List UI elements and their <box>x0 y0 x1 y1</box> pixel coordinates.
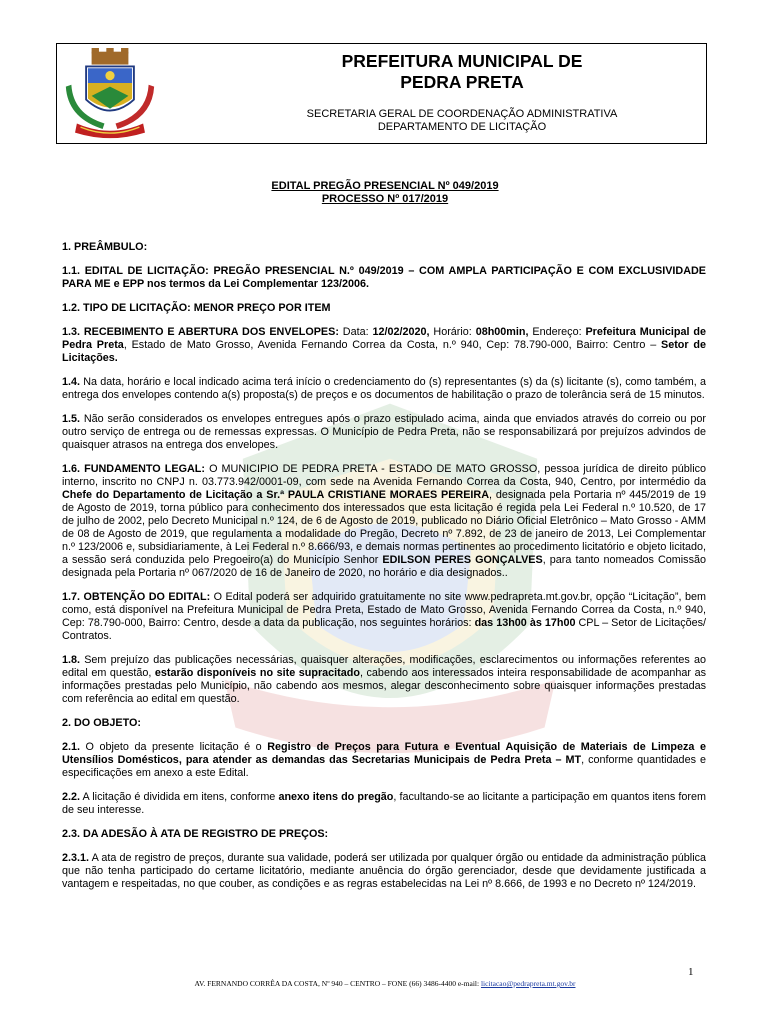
clause-1-7: 1.7. OBTENÇÃO DO EDITAL: O Edital poderá ser adquirido gratuitamente no site www.pedrapreta.mt.gov.br, opção “Licitação”, bem como, está disponível na Prefeitura Municipal de Pedra Preta, Estado de Mato Grosso, Avenida Fernando Correa da Costa, n.º 940, Cep: 78.790-000, Bairro: Centro, desde a data da publicação, nos seguintes horários: das 13h00 às 17h00 CPL – Setor de Licitações/ Contratos. <box>62 591 707 642</box>
document-body <box>62 241 706 902</box>
municipality-title-line2: PEDRA PRETA <box>400 72 524 92</box>
page-number: 1 <box>688 966 694 978</box>
edital-title <box>0 180 770 206</box>
clause-2-1: 2.1. O objeto da presente licitação é o Registro de Preços para Futura e Eventual Aquisição de Materiais de Limpeza e Utensílios Domésticos, para atender as demandas das Secretarias Municipais de Pedra Preta – MT, conforme quantidades e especificações em anexo a este Edital. <box>62 741 706 779</box>
section-2-heading: 2. DO OBJETO: <box>62 717 141 729</box>
clause-2-2: 2.2. A licitação é dividida em itens, conforme anexo itens do pregão, facultando-se ao licitante a participação em quantos itens forem de seu interesse. <box>62 791 706 816</box>
section-2-3-heading: 2.3. DA ADESÃO À ATA DE REGISTRO DE PREÇOS: <box>62 828 329 840</box>
municipality-title-line1: PREFEITURA MUNICIPAL DE <box>341 51 583 71</box>
clause-1-1: 1.1. EDITAL DE LICITAÇÃO: PREGÃO PRESENCIAL N.º 049/2019 – COM AMPLA PARTICIPAÇÃO E COM EXCLUSIVIDADE PARA ME e EPP nos termos da Lei Complementar 123/2006. <box>62 265 706 290</box>
footer-text: AV. FERNANDO CORRÊA DA COSTA, Nº 940 – CENTRO – FONE (66) 3486-4400 e-mail: <box>194 979 481 988</box>
clause-1-5: 1.5. Não serão considerados os envelopes entregues após o prazo estipulado acima, ainda que enviados através do correio ou por outro serviço de entrega ou de remessas expressas. O Município de Pedra Preta, não se responsabilizará por prejuízos advindos de quaisquer atrasos na entrega dos envelopes. <box>62 413 706 451</box>
clause-1-8: 1.8. Sem prejuízo das publicações necessárias, quaisquer alterações, modificações, esclarecimentos ou informações referentes ao edital em questão, estarão disponíveis no site supracitado, cabendo aos interessados inteira responsabilidade de acompanhar as informações prestadas pelo Município, não cabendo aos mesmos, alegar desconhecimento sobre quaisquer informações prestadas com referência ao edital em questão. <box>62 654 706 705</box>
edital-number: EDITAL PREGÃO PRESENCIAL Nº 049/2019 <box>271 180 499 192</box>
secretariat-line: SECRETARIA GERAL DE COORDENAÇÃO ADMINISTRATIVA <box>306 108 618 120</box>
municipal-crest-logo <box>64 48 156 140</box>
clause-2-3-1: 2.3.1. A ata de registro de preços, durante sua validade, poderá ser utilizada por qualquer órgão ou entidade da administração pública que não tenha participado do certame licitatório, mediante anuência do órgão gerenciador, desde que devidamente justificada a vantagem e respeitadas, no que couber, as condições e as regras estabelecidas na Lei nº 8.666, de 1993 e no Decreto nº 124/2019. <box>62 852 706 890</box>
header-box <box>56 43 707 144</box>
header-text <box>257 51 667 134</box>
clause-1-2: 1.2. TIPO DE LICITAÇÃO: MENOR PREÇO POR ITEM <box>62 302 331 314</box>
footer-address <box>0 979 770 988</box>
department-line: DEPARTAMENTO DE LICITAÇÃO <box>377 121 547 133</box>
process-number: PROCESSO Nº 017/2019 <box>321 193 449 205</box>
clause-1-4: 1.4. Na data, horário e local indicado acima terá início o credenciamento do (s) representantes (s) da (s) licitante (s), como também, a entrega dos envelopes contendo a(s) proposta(s) de preços e os documentos de habilitação o prazo de tolerância será de 15 minutos. <box>62 376 706 401</box>
clause-1-6: 1.6. FUNDAMENTO LEGAL: O MUNICIPIO DE PEDRA PRETA - ESTADO DE MATO GROSSO, pessoa jurídica de direito público interno, inscrito no CNPJ n. 03.773.942/0001-09, com sede na Avenida Fernando Correa da Costa, 940, Centro, por intermédio da Chefe do Departamento de Licitação a Sr.ª PAULA CRISTIANE MORAES PEREIRA, designada pela Portaria nº 445/2019 de 19 de Agosto de 2019, torna público para conhecimento dos interessados que esta licitação é regida pela Lei Federal n.º 10.520, de 17 de julho de 2002, pelo Decreto Municipal n.º 124, de 6 de Agosto de 2019, publicado no Diário Oficial Eletrônico – Mato Grosso - AMM de 08 de Agosto de 2019, que regulamenta a modalidade do Pregão, Decreto nº 7.892, de 23 de janeiro de 2013, Lei Complementar n.º 123/2006 e, subsidiariamente, à Lei Federal n.º 8.666/93, e demais normas pertinentes ao procedimento licitatório e objeto licitado, a sessão será conduzida pelo Pregoeiro(a) do Município Senhor EDILSON PERES GONÇALVES, para tanto nomeados Comissão designada pela Portaria nº 067/2020 de 16 de Janeiro de 2020, no horário e dia designados.. <box>62 463 707 579</box>
clause-1-3: 1.3. RECEBIMENTO E ABERTURA DOS ENVELOPES: Data: 12/02/2020, Horário: 08h00min, Endereço: Prefeitura Municipal de Pedra Preta, Estado de Mato Grosso, Avenida Fernando Correa da Costa, n.º 940, Cep: 78.790-000, Bairro: Centro – Setor de Licitações. <box>62 326 707 364</box>
footer-email-link[interactable]: licitacao@pedrapreta.mt.gov.br <box>480 979 576 988</box>
section-1-heading: 1. PREÂMBULO: <box>62 241 148 253</box>
